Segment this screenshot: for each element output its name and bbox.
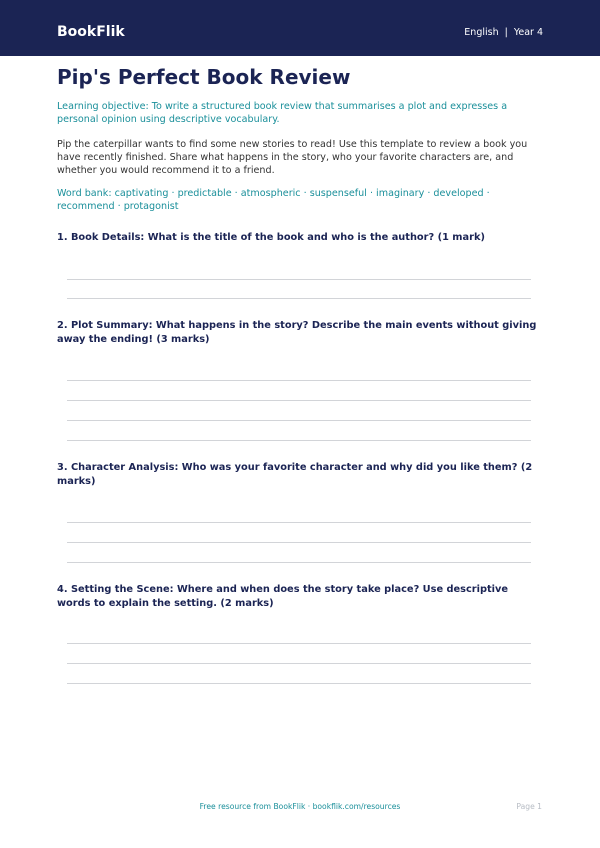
brand-logo[interactable]: BookFlik xyxy=(57,24,125,40)
question-4: 4. Setting the Scene: Where and when does the story take place? Use descriptive words to explain the setting. (2 marks) xyxy=(57,584,509,609)
answer-line-1-2[interactable] xyxy=(67,298,531,299)
answer-line-3-2[interactable] xyxy=(67,542,531,543)
answer-line-2-4[interactable] xyxy=(67,440,531,441)
answer-line-2-3[interactable] xyxy=(67,420,531,421)
answer-line-2-1[interactable] xyxy=(67,380,531,381)
subject-label: English xyxy=(464,27,499,38)
subject-year-label xyxy=(464,27,543,39)
answer-line-4-3[interactable] xyxy=(67,683,531,684)
answer-line-4-2[interactable] xyxy=(67,663,531,664)
page-number: Page 1 xyxy=(516,802,542,811)
header-bar xyxy=(0,0,600,56)
question-1: 1. Book Details: What is the title of the book and who is the author? (1 mark) xyxy=(57,232,485,243)
answer-line-1-1[interactable] xyxy=(67,279,531,280)
learning-objective: Learning objective: To write a structured book review that summarises a plot and expresses a personal opinion using descriptive vocabulary. xyxy=(57,101,508,125)
word-bank: Word bank: captivating · predictable · atmospheric · suspenseful · imaginary · developed · recommend · protagonist xyxy=(57,188,490,212)
footer-credit[interactable]: Free resource from BookFlik · bookflik.com/resources xyxy=(199,802,401,811)
answer-line-3-3[interactable] xyxy=(67,562,531,563)
question-2: 2. Plot Summary: What happens in the story? Describe the main events without giving away the ending! (3 marks) xyxy=(57,320,537,345)
page-title: Pip's Perfect Book Review xyxy=(57,65,351,89)
answer-line-4-1[interactable] xyxy=(67,643,531,644)
answer-line-3-1[interactable] xyxy=(67,522,531,523)
question-3: 3. Character Analysis: Who was your favorite character and why did you like them? (2 marks) xyxy=(57,462,533,487)
answer-line-2-2[interactable] xyxy=(67,400,531,401)
separator: | xyxy=(504,27,508,38)
year-label: Year 4 xyxy=(513,27,543,38)
intro-text: Pip the caterpillar wants to find some new stories to read! Use this template to review a book you have recently finished. Share what happens in the story, who your favorite characters are, and whether you would recommend it to a friend. xyxy=(57,139,528,176)
